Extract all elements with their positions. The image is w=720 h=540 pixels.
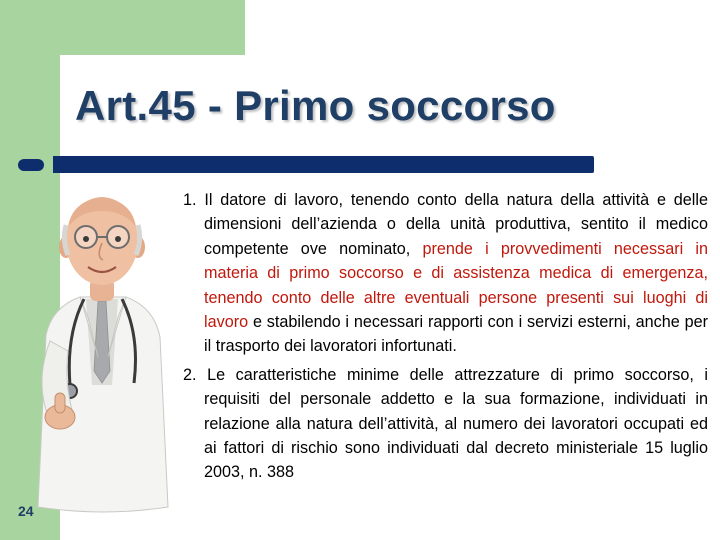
item-text: Le caratteristiche minime delle attrezzature di primo soccorso, i requisiti del personale addetto e la sua formazione, individuati in relazione alla natura dell’attività, al numero dei lavoratori occupati ed ai fattori di rischio sono individuati dal decreto ministeriale 15 luglio 2003, n. 388 bbox=[204, 365, 709, 482]
title-rule-bar bbox=[53, 156, 594, 173]
title-rule bbox=[18, 156, 594, 173]
slide-title: Art.45 - Primo soccorso bbox=[75, 82, 556, 129]
list-item bbox=[183, 363, 708, 485]
title-rule-cap bbox=[18, 159, 44, 171]
article-text bbox=[183, 188, 708, 485]
highlighted-text: prende i provvedimenti necessari in materia di primo soccorso e di assistenza medica di emergenza, tenendo conto delle altre eventuali persone presenti sui luoghi di lavoro bbox=[204, 239, 709, 332]
doctor-thumbs-up-illustration bbox=[28, 185, 176, 515]
item-text: Il datore di lavoro, tenendo conto della natura della attività e delle dimensioni dell’azienda o della unità produttiva, sentito il medico competente ove nominato, bbox=[204, 191, 708, 258]
item-number: 1. bbox=[183, 191, 197, 209]
page-number: 24 bbox=[18, 503, 34, 519]
list-item bbox=[183, 188, 708, 359]
item-text: e stabilendo i necessari rapporti con i servizi esterni, anche per il trasporto dei lavoratori infortunati. bbox=[204, 313, 709, 356]
item-number: 2. bbox=[183, 365, 197, 384]
